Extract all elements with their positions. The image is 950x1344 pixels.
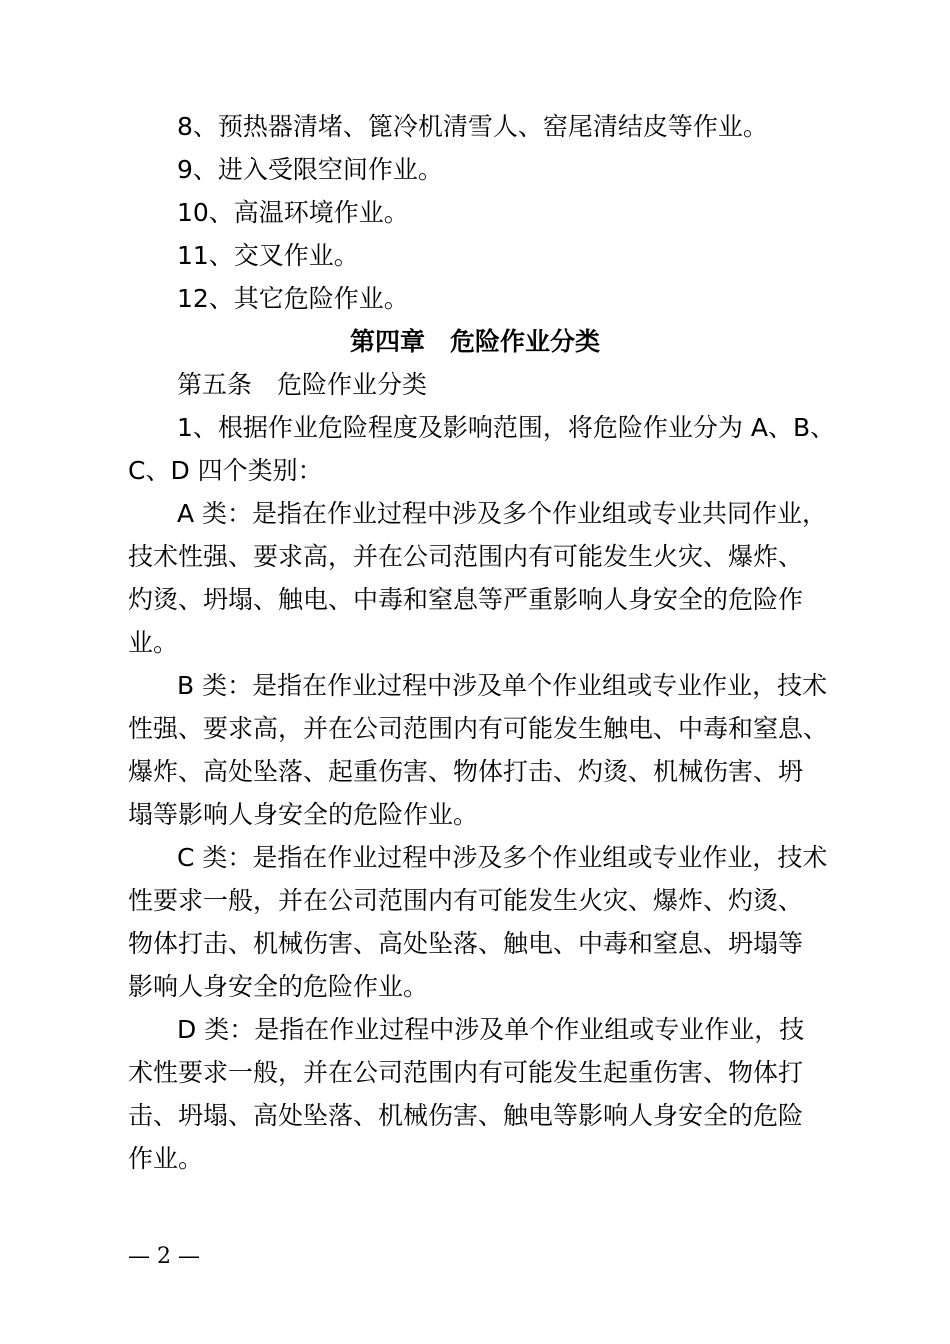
class-a-line: 技术性强、要求高，并在公司范围内有可能发生火灾、爆炸、 [128,542,804,571]
chapter-heading: 第四章 危险作业分类 [349,327,600,356]
class-b-line: 塌等影响人身安全的危险作业。 [128,800,479,829]
list-item-11: 11、交叉作业。 [177,241,359,270]
paragraph-line: C、D 四个类别： [128,456,323,485]
class-d-line: 击、坍塌、高处坠落、机械伤害、触电等影响人身安全的危险 [128,1101,804,1130]
class-a-line: 灼烫、坍塌、触电、中毒和窒息等严重影响人身安全的危险作 [128,585,804,614]
class-d-line: D 类：是指在作业过程中涉及单个作业组或专业作业，技 [177,1015,805,1044]
class-b-line: B 类：是指在作业过程中涉及单个作业组或专业作业，技术 [177,671,828,700]
class-b-line: 爆炸、高处坠落、起重伤害、物体打击、灼烫、机械伤害、坍 [128,757,804,786]
class-c-line: 物体打击、机械伤害、高处坠落、触电、中毒和窒息、坍塌等 [128,929,804,958]
class-c-line: 性要求一般，并在公司范围内有可能发生火灾、爆炸、灼烫、 [128,886,804,915]
class-d-line: 作业。 [128,1144,204,1173]
list-item-12: 12、其它危险作业。 [177,284,409,313]
list-item-9: 9、进入受限空间作业。 [177,155,443,184]
list-item-8: 8、预热器清堵、篦冷机清雪人、窑尾清结皮等作业。 [177,112,768,141]
class-a-line: A 类：是指在作业过程中涉及多个作业组或专业共同作业， [177,499,828,528]
class-c-line: 影响人身安全的危险作业。 [128,972,429,1001]
class-a-line: 业。 [128,628,179,657]
class-c-line: C 类：是指在作业过程中涉及多个作业组或专业作业，技术 [177,843,828,872]
list-item-10: 10、高温环境作业。 [177,198,409,227]
article-title: 第五条 危险作业分类 [177,370,428,399]
class-d-line: 术性要求一般，并在公司范围内有可能发生起重伤害、物体打 [128,1058,804,1087]
paragraph-line: 1、根据作业危险程度及影响范围，将危险作业分为 A、B、 [177,413,836,442]
class-b-line: 性强、要求高，并在公司范围内有可能发生触电、中毒和窒息、 [128,714,829,743]
page-number: — 2 — [128,1244,200,1269]
